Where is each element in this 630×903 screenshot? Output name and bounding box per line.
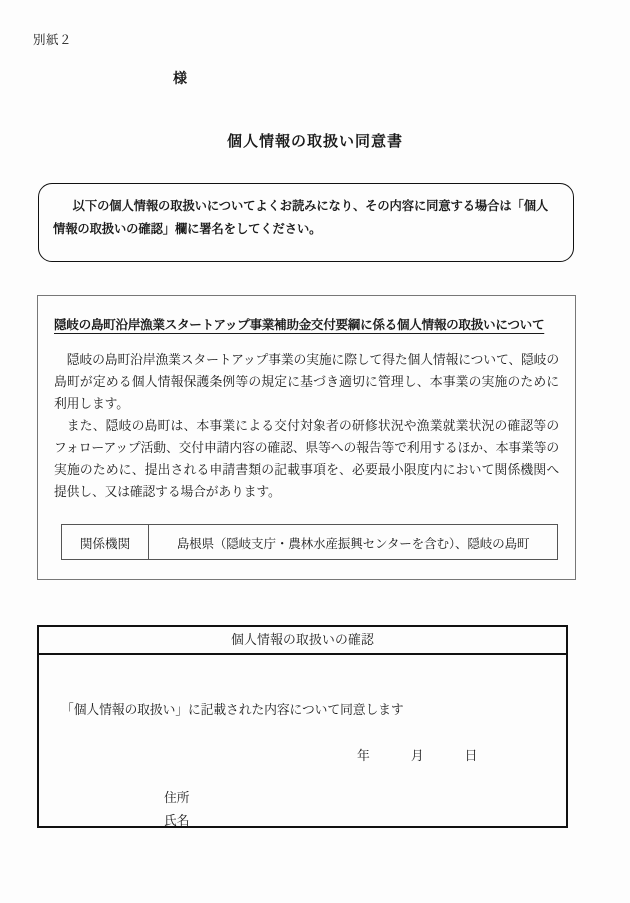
year-label: 年 xyxy=(357,749,370,763)
related-agencies-table xyxy=(61,524,558,560)
consent-body xyxy=(39,655,566,854)
consent-confirmation-box xyxy=(37,625,568,828)
day-label: 日 xyxy=(464,749,478,763)
privacy-notice-heading: 隠岐の島町沿岸漁業スタートアップ事業補助金交付要綱に係る個人情報の取扱いについて xyxy=(54,317,545,332)
related-agencies-value: 島根県（隠岐支庁・農林水産振興センターを含む）、隠岐の島町 xyxy=(149,525,558,560)
related-agencies-label: 関係機関 xyxy=(62,525,149,560)
document-reference-number: 別紙２ xyxy=(33,33,73,47)
date-entry-line[interactable] xyxy=(357,745,478,764)
month-label: 月 xyxy=(410,749,424,763)
privacy-notice-paragraph-1: 隠岐の島町沿岸漁業スタートアップ事業の実施に際して得た個人情報について、隠岐の島町が定める個人情報保護条例等の規定に基づき適切に管理し、本事業の実施のために利用します。 xyxy=(54,353,559,411)
page-title: 個人情報の取扱い同意書 xyxy=(226,132,403,150)
instruction-callout-box xyxy=(38,183,574,262)
table-row xyxy=(62,525,558,560)
address-field-label[interactable]: 住所 xyxy=(164,791,190,805)
name-field-label[interactable]: 氏名 xyxy=(164,813,190,828)
privacy-notice-paragraph-2: また、隠岐の島町は、本事業による交付対象者の研修状況や漁業就業状況の確認等のフォローアップ活動、交付申請内容の確認、県等への報告等で利用するほか、本事業等の実施のために、提出される申請書類の記載事項を、必要最小限度内において関係機関へ提供し、又は確認する場合があります。 xyxy=(54,419,559,499)
addressee-honorific: 様 xyxy=(173,71,187,87)
instruction-text: 以下の個人情報の取扱いについてよくお読みになり、その内容に同意する場合は「個人情報の取扱いの確認」欄に署名をしてください。 xyxy=(53,199,549,236)
consent-statement: 「個人情報の取扱い」に記載された内容について同意します xyxy=(61,703,404,717)
consent-section-header: 個人情報の取扱いの確認 xyxy=(39,627,566,655)
signature-fields[interactable] xyxy=(164,787,190,833)
privacy-notice-box xyxy=(37,295,576,580)
